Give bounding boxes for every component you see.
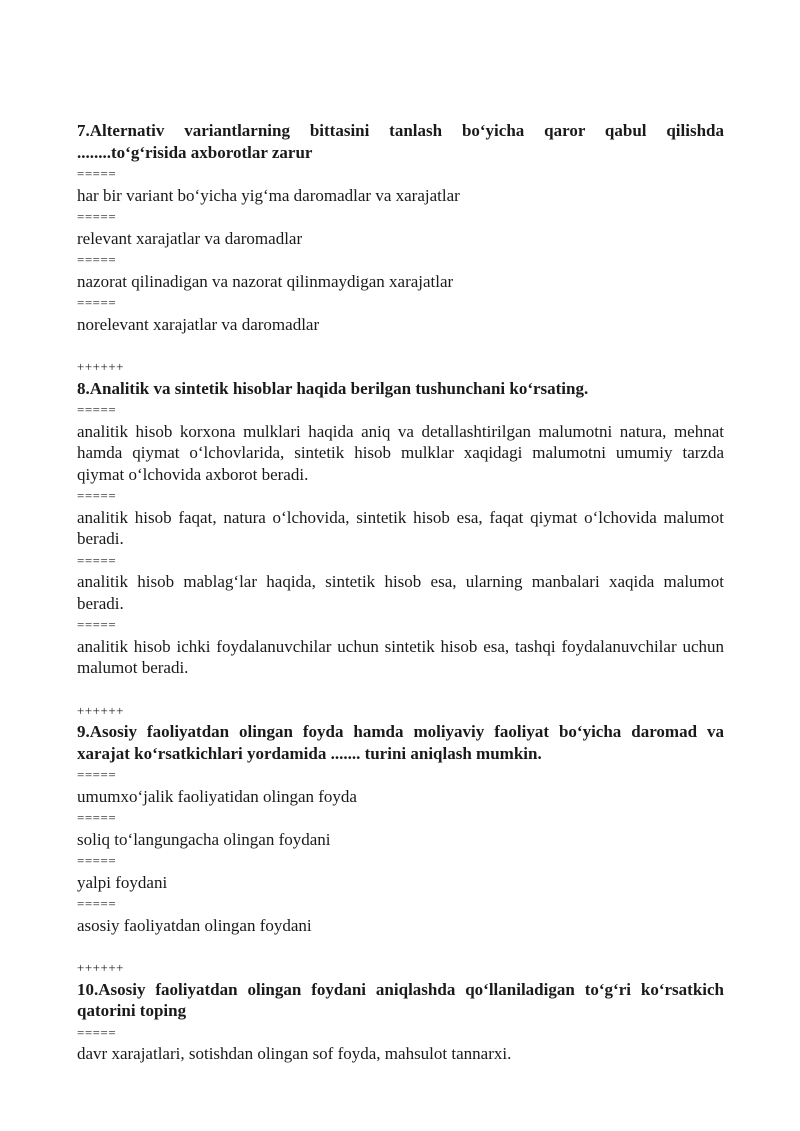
answer-separator: ===== xyxy=(77,209,117,224)
question-text: 8.Analitik va sintetik hisoblar haqida berilgan tushunchani koʻrsating. xyxy=(77,378,589,398)
question-divider: ++++++ xyxy=(77,359,124,374)
answer-separator: ===== xyxy=(77,810,117,825)
answer-option: analitik hisob ichki foydalanuvchilar uchun sintetik hisob esa, tashqi foydalanuvchilar uchun malumot beradi. xyxy=(77,636,724,677)
answer-separator: ===== xyxy=(77,488,117,503)
question-block xyxy=(77,120,724,335)
answer-option: davr xarajatlari, sotishdan olingan sof foyda, mahsulot tannarxi. xyxy=(77,1044,512,1063)
answer-separator: ===== xyxy=(77,896,117,911)
answer-separator: ===== xyxy=(77,552,117,568)
answer-option: relevant xarajatlar va daromadlar xyxy=(77,228,303,248)
question-divider: ++++++ xyxy=(77,702,124,718)
answer-separator: ===== xyxy=(77,853,117,868)
answer-separator: ===== xyxy=(77,252,117,267)
answer-separator: ===== xyxy=(77,166,117,181)
question-block xyxy=(77,700,724,937)
answer-separator: ===== xyxy=(77,1024,117,1040)
answer-option: umumxoʻjalik faoliyatidan olingan foyda xyxy=(77,786,357,806)
answer-separator: ===== xyxy=(77,617,117,632)
answer-option: analitik hisob korxona mulklari haqida aniq va detallashtirilgan malumotni natura, mehnat hamda qiymat oʻlchovlarida, sintetik hisob mulklar xaqidagi malumotni umumiy tarzda qiymat oʻlchovida axborot beradi. xyxy=(77,421,724,484)
answer-option: norelevant xarajatlar va daromadlar xyxy=(77,314,320,334)
answer-option: yalpi foydani xyxy=(77,872,168,892)
question-divider: ++++++ xyxy=(77,960,124,975)
answer-option: soliq toʻlangungacha olingan foydani xyxy=(77,829,331,849)
document-page xyxy=(77,120,724,1065)
answer-option: analitik hisob faqat, natura oʻlchovida, sintetik hisob esa, faqat qiymat oʻlchovida malumot beradi. xyxy=(77,507,724,548)
answer-option: analitik hisob mablagʻlar haqida, sintetik hisob esa, ularning manbalari xaqida malumot beradi. xyxy=(77,572,724,613)
answer-separator: ===== xyxy=(77,402,117,417)
question-text: 9.Asosiy faoliyatdan olingan foyda hamda moliyaviy faoliyat boʻyicha daromad va xarajat koʻrsatkichlari yordamida ....... turini aniqlash mumkin. xyxy=(77,722,724,763)
question-block xyxy=(77,957,724,1065)
answer-option: asosiy faoliyatdan olingan foydani xyxy=(77,915,312,935)
question-block xyxy=(77,356,724,679)
question-text: 10.Asosiy faoliyatdan olingan foydani aniqlashda qoʻllaniladigan toʻgʻri koʻrsatkich qatorini toping xyxy=(77,979,724,1020)
question-text: 7.Alternativ variantlarning bittasini tanlash boʻyicha qaror qabul qilishda ........toʻgʻrisida axborotlar zarur xyxy=(77,121,724,162)
answer-option: har bir variant boʻyicha yigʻma daromadlar va xarajatlar xyxy=(77,185,460,205)
answer-separator: ===== xyxy=(77,295,117,310)
answer-separator: ===== xyxy=(77,767,117,782)
answer-option: nazorat qilinadigan va nazorat qilinmaydigan xarajatlar xyxy=(77,271,454,291)
